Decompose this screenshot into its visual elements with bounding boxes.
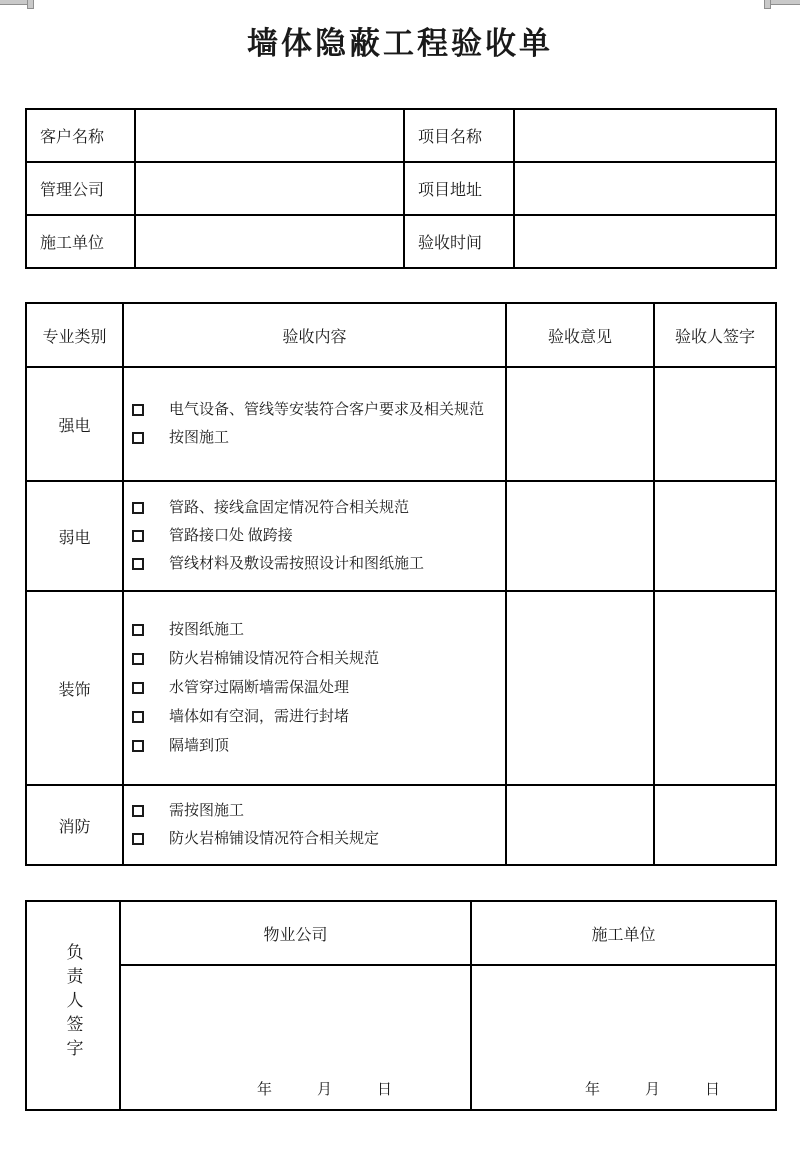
date-line-property: 年 月 日 — [256, 1082, 392, 1098]
category-decoration: 装饰 — [26, 591, 123, 785]
checkbox-icon[interactable] — [132, 624, 144, 636]
construction-unit-signature-cell[interactable] — [471, 965, 776, 1110]
label-project-address: 项目地址 — [404, 162, 514, 215]
content-strong-electric — [123, 367, 506, 481]
project-name-value-cell[interactable] — [514, 109, 776, 162]
info-row — [26, 162, 776, 215]
checkbox-icon[interactable] — [132, 558, 144, 570]
checkbox-icon[interactable] — [132, 833, 144, 845]
management-company-value-cell[interactable] — [135, 162, 404, 215]
header-specialty-category: 专业类别 — [26, 303, 123, 367]
checklist-row-fire-protection — [26, 785, 776, 865]
customer-name-value-cell[interactable] — [135, 109, 404, 162]
signature-header-row — [26, 901, 776, 965]
checkbox-icon[interactable] — [132, 530, 144, 542]
check-item — [132, 550, 501, 578]
check-item — [132, 616, 501, 645]
check-item — [132, 732, 501, 761]
content-fire-protection — [123, 785, 506, 865]
checkbox-icon[interactable] — [132, 805, 144, 817]
construction-unit-value-cell[interactable] — [135, 215, 404, 268]
signature-cell-fire-protection[interactable] — [654, 785, 776, 865]
header-property-company: 物业公司 — [120, 901, 471, 965]
check-item — [132, 703, 501, 732]
content-weak-electric — [123, 481, 506, 591]
check-item-label: 按图施工 — [169, 430, 230, 446]
check-item — [132, 825, 501, 853]
checklist-row-decoration — [26, 591, 776, 785]
signature-body-row — [26, 965, 776, 1110]
check-item — [132, 522, 501, 550]
checklist-row-strong-electric — [26, 367, 776, 481]
header-construction-unit: 施工单位 — [471, 901, 776, 965]
check-item-label: 管路、接线盒固定情况符合相关规范 — [169, 500, 410, 516]
property-company-signature-cell[interactable] — [120, 965, 471, 1110]
checkbox-icon[interactable] — [132, 404, 144, 416]
category-strong-electric: 强电 — [26, 367, 123, 481]
check-item-label: 水管穿过隔断墙需保温处理 — [169, 679, 350, 696]
header-acceptance-content: 验收内容 — [123, 303, 506, 367]
info-row — [26, 109, 776, 162]
opinion-cell-strong-electric[interactable] — [506, 367, 654, 481]
responsible-person-signature-label: 负责人签字 — [63, 943, 83, 1063]
check-item — [132, 494, 501, 522]
info-row — [26, 215, 776, 268]
check-item — [132, 424, 501, 452]
check-item-label: 管路接口处 做跨接 — [169, 528, 293, 544]
label-project-name: 项目名称 — [404, 109, 514, 162]
page-break-corner-left-nub — [27, 0, 34, 9]
check-item-label: 电气设备、管线等安装符合客户要求及相关规范 — [169, 402, 485, 418]
header-acceptance-opinion: 验收意见 — [506, 303, 654, 367]
label-customer-name: 客户名称 — [26, 109, 135, 162]
label-construction-unit: 施工单位 — [26, 215, 135, 268]
header-acceptor-signature: 验收人签字 — [654, 303, 776, 367]
responsible-signature-table — [25, 900, 777, 1111]
acceptance-time-value-cell[interactable] — [514, 215, 776, 268]
checkbox-icon[interactable] — [132, 653, 144, 665]
checkbox-icon[interactable] — [132, 502, 144, 514]
checklist-table — [25, 302, 777, 866]
check-item — [132, 674, 501, 703]
checklist-header-row — [26, 303, 776, 367]
label-management-company: 管理公司 — [26, 162, 135, 215]
category-fire-protection: 消防 — [26, 785, 123, 865]
check-item — [132, 645, 501, 674]
check-item-label: 防火岩棉铺设情况符合相关规定 — [169, 831, 380, 847]
checkbox-icon[interactable] — [132, 432, 144, 444]
checklist-row-weak-electric — [26, 481, 776, 591]
page-title: 墙体隐蔽工程验收单 — [247, 26, 553, 61]
check-item — [132, 396, 501, 424]
check-item-label: 隔墙到顶 — [169, 737, 230, 754]
category-weak-electric: 弱电 — [26, 481, 123, 591]
page-break-corner-right-nub — [764, 0, 771, 9]
checkbox-icon[interactable] — [132, 740, 144, 752]
check-item — [132, 797, 501, 825]
check-item-label: 墙体如有空洞，需进行封堵 — [169, 708, 350, 725]
signature-cell-decoration[interactable] — [654, 591, 776, 785]
check-item-label: 管线材料及敷设需按照设计和图纸施工 — [169, 556, 425, 572]
check-item-label: 防火岩棉铺设情况符合相关规范 — [169, 650, 380, 667]
content-decoration — [123, 591, 506, 785]
opinion-cell-fire-protection[interactable] — [506, 785, 654, 865]
checkbox-icon[interactable] — [132, 711, 144, 723]
info-table — [25, 108, 777, 269]
check-item-label: 按图纸施工 — [169, 621, 245, 638]
check-item-label: 需按图施工 — [169, 803, 245, 819]
signature-cell-strong-electric[interactable] — [654, 367, 776, 481]
opinion-cell-weak-electric[interactable] — [506, 481, 654, 591]
responsible-person-signature-label-cell — [26, 901, 120, 1110]
date-line-construction: 年 月 日 — [584, 1082, 720, 1098]
checkbox-icon[interactable] — [132, 682, 144, 694]
label-acceptance-time: 验收时间 — [404, 215, 514, 268]
opinion-cell-decoration[interactable] — [506, 591, 654, 785]
project-address-value-cell[interactable] — [514, 162, 776, 215]
signature-cell-weak-electric[interactable] — [654, 481, 776, 591]
